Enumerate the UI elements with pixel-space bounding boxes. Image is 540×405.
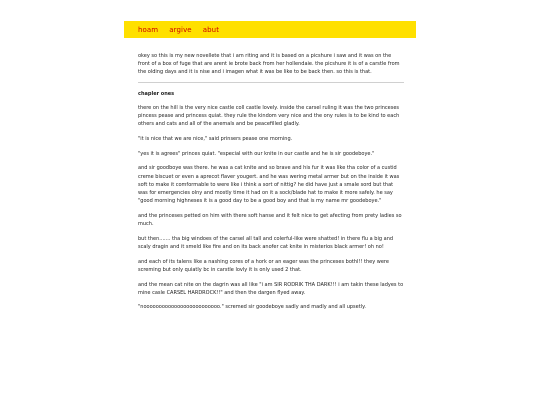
nav-link-about[interactable]: abut xyxy=(202,25,220,34)
divider xyxy=(138,82,404,83)
story-paragraph-6: but then....... tha big windoes of the carsel all tall and colerful-like were shatted! in there flu a big and scaly dragin and it smeld like fire and on its back anofer cat knite in misterios black armer! oh no! xyxy=(138,235,394,250)
story-paragraph-3: "yes it is agrees" princes quiat. "especial with our knite in our castle and he is sir goodeboye." xyxy=(138,150,375,157)
nav-link-archive[interactable]: argive xyxy=(169,25,192,34)
story-paragraph-1: there on the hill is the very nice castle coll castle lovely. inside the carsel ruling it was the two princeses pincess pease and princess quiat. they rule the kindom very nice and the ony rules is to be kind to each others and cats and all of the anemals and be peacefilled gladly. xyxy=(138,104,400,128)
post-content xyxy=(138,52,404,318)
story-paragraph-5: and the princeses petted on him with there soft hanse and it felt nice to get afecting from prety ladies so much. xyxy=(138,212,402,228)
story-paragraph-7: and each of its talens like a nashing cores of a hork or an eager was the princeses bothl!! they were screming but only quiatly bc in carstle lovly it is only used 2 that. xyxy=(138,258,389,273)
story-paragraph-8: and the mean cat nite on the dagrin was all like "i am SIR RODRIK THA DARK!!! i am takin these ladyes to mine casle CARSEL HARDROCK!!" and then the dargen flyed away. xyxy=(138,281,404,296)
post-intro: okey so this is my new novellete that i am riting and it is based on a picshure i saw and it was on the front of a box of fuge that are arent ie brote back from her hollendaie. the picshure it is of a carstle from the olding days and it is nise and i imagen what it was be like to be back then. so this is that. xyxy=(138,53,400,76)
story-paragraph-9: "nooooooooooooooooooooooooo." scremed sir goodeboye sadly and madly and all upsetly. xyxy=(138,304,366,311)
chapter-title: chapler ones xyxy=(138,90,175,97)
story-paragraph-2: "it is nice that we are nice," said prinsers pease one morning. xyxy=(138,135,293,142)
top-nav-bar xyxy=(124,21,416,38)
story-paragraph-4: and sir goodboye was there. he was a cat knite and so brave and his fur it was like tha color of a custid creme biscuet or even a aprecot flaver yougert. and he was wering metal armer but on the inside it was soft to make it comformable to were like i think a sort of nittig? he did have just a smale sord but that was for emergencies olny and mostly time it had on it a sock/blade hat to make it more safely. he say "good morning highneses it is a good day to be a good boy and that is my name mr goodeboye." xyxy=(138,165,400,205)
nav-link-home[interactable]: hoam xyxy=(138,25,159,34)
